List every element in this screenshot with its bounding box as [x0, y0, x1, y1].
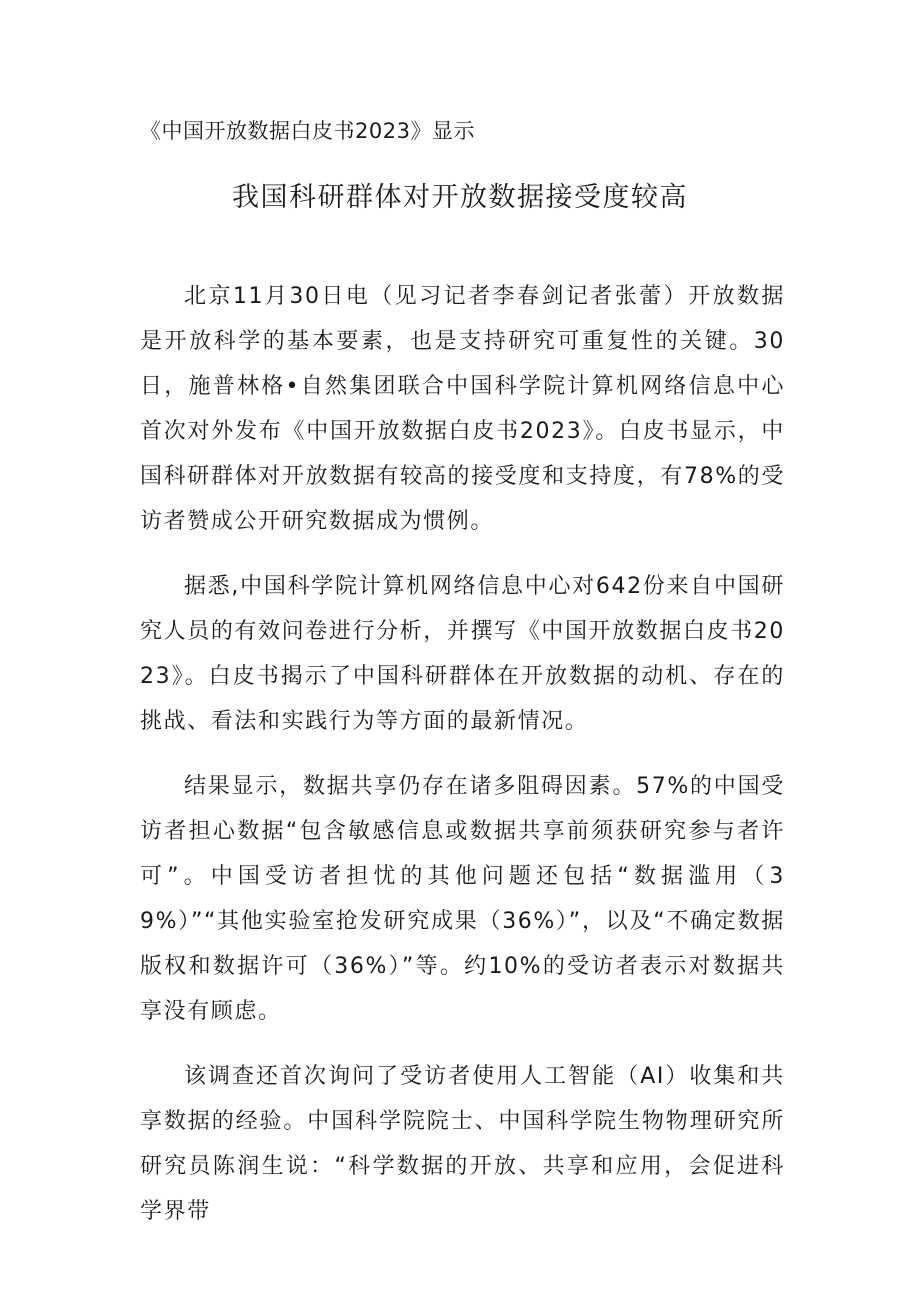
paragraph-3: 结果显示，数据共享仍存在诸多阻碍因素。57%的中国受访者担心数据“包含敏感信息或数据共享前须获研究参与者许可”。中国受访者担忧的其他问题还包括“数据滥用（39%）”“其他实验室抢发研究成果（36%）”，以及“不确定数据版权和数据许可（36%）”等。约10%的受访者表示对数据共享没有顾虑。 — [140, 774, 785, 1024]
article-subtitle: 《中国开放数据白皮书2023》显示 — [140, 119, 475, 143]
paragraph-1: 北京11月30日电（见习记者李春剑记者张蕾）开放数据是开放科学的基本要素，也是支持研究可重复性的关键。30日，施普林格•自然集团联合中国科学院计算机网络信息中心首次对外发布《中国开放数据白皮书2023》。白皮书显示，中国科研群体对开放数据有较高的接受度和支持度，有78%的受访者赞成公开研究数据成为惯例。 — [140, 284, 785, 534]
paragraph-2: 据悉,中国科学院计算机网络信息中心对642份来自中国研究人员的有效问卷进行分析，并撰写《中国开放数据白皮书2023》。白皮书揭示了中国科研群体在开放数据的动机、存在的挑战、看法和实践行为等方面的最新情况。 — [140, 574, 785, 734]
paragraph-4: 该调查还首次询问了受访者使用人工智能（AI）收集和共享数据的经验。中国科学院院士、中国科学院生物物理研究所研究员陈润生说：“科学数据的开放、共享和应用，会促进科学界带 — [140, 1064, 785, 1224]
article-headline: 我国科研群体对开放数据接受度较高 — [232, 182, 688, 213]
article-body — [140, 274, 785, 1254]
